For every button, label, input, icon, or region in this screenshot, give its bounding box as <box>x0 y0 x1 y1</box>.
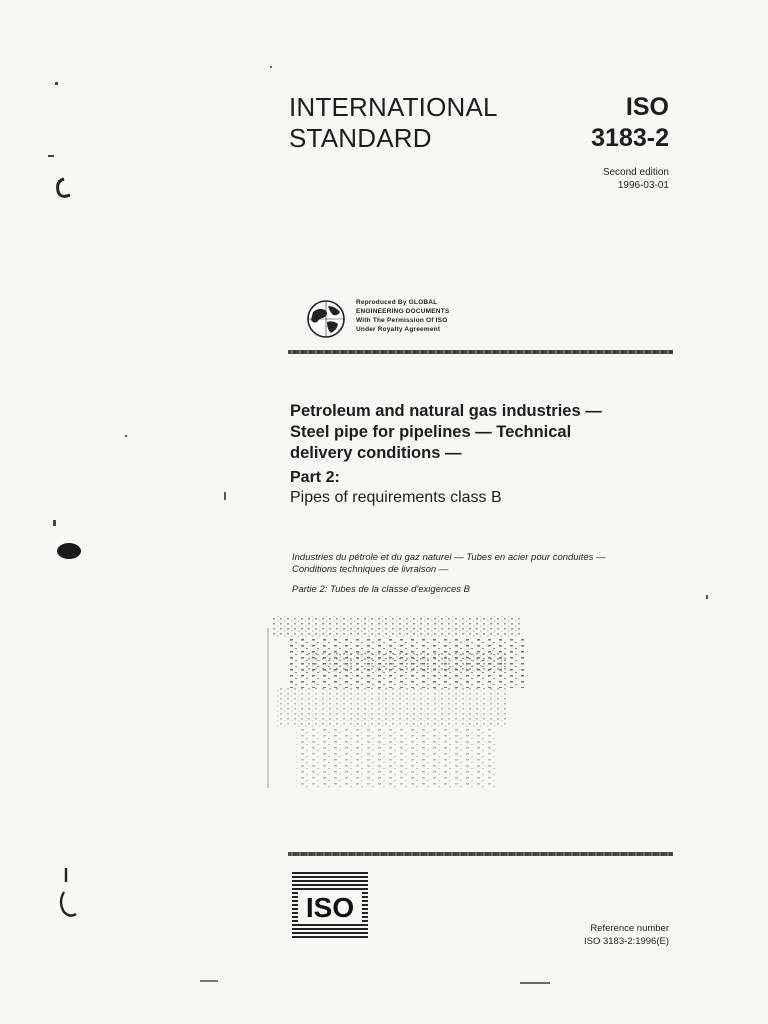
edition-text: Second edition <box>602 167 669 178</box>
reproduction-notice <box>356 298 449 334</box>
binding-hole-mark <box>52 535 86 565</box>
iso-logo <box>292 872 368 940</box>
document-type <box>289 92 498 154</box>
scan-speck <box>200 980 218 982</box>
iso-logo-text: ISO <box>305 892 355 923</box>
scan-speck <box>224 492 226 500</box>
reference-label: Reference number <box>590 923 669 934</box>
stamp-line: ENGINEERING DOCUMENTS <box>356 308 450 315</box>
part-title: Pipes of requirements class B <box>290 489 502 506</box>
scan-speck <box>520 982 550 984</box>
document-title <box>290 401 602 464</box>
binding-hole-mark <box>50 175 80 205</box>
iso-label: ISO <box>625 93 669 121</box>
document-type-line2: STANDARD <box>289 123 432 153</box>
stamp-line: Reproduced By GLOBAL <box>356 299 438 306</box>
scan-smudge <box>266 608 536 798</box>
binding-hole-mark <box>52 862 82 922</box>
top-divider <box>288 350 673 354</box>
stamp-line: With The Permission Of ISO <box>356 317 448 324</box>
standard-id <box>591 92 669 154</box>
french-title <box>292 552 606 576</box>
scan-speck <box>48 155 54 157</box>
title-line2: Steel pipe for pipelines — Technical <box>290 423 572 441</box>
french-title-line1: Industries du pétrole et du gaz naturel — Tubes en acier pour conduites — <box>292 552 606 563</box>
reference <box>584 922 669 948</box>
scan-speck <box>53 520 56 526</box>
stamp-line: Under Royalty Agreement <box>356 326 441 333</box>
french-title-line2: Conditions techniques de livraison — <box>292 564 449 575</box>
title-line3: delivery conditions — <box>290 444 462 462</box>
standard-number: 3183-2 <box>591 124 669 152</box>
document-type-line1: INTERNATIONAL <box>289 92 498 122</box>
edition-date: 1996-03-01 <box>617 180 669 191</box>
scan-speck <box>270 66 272 68</box>
part-label: Part 2: <box>290 469 340 486</box>
bottom-divider <box>288 852 673 856</box>
reference-number: ISO 3183-2:1996(E) <box>583 936 669 947</box>
scan-speck <box>55 82 58 85</box>
scan-speck <box>706 595 708 599</box>
scan-speck <box>125 435 127 437</box>
french-part-title: Partie 2: Tubes de la classe d'exigences B <box>292 584 471 595</box>
globe-icon <box>305 298 347 340</box>
edition-info <box>603 166 669 192</box>
title-line1: Petroleum and natural gas industries — <box>290 402 602 420</box>
